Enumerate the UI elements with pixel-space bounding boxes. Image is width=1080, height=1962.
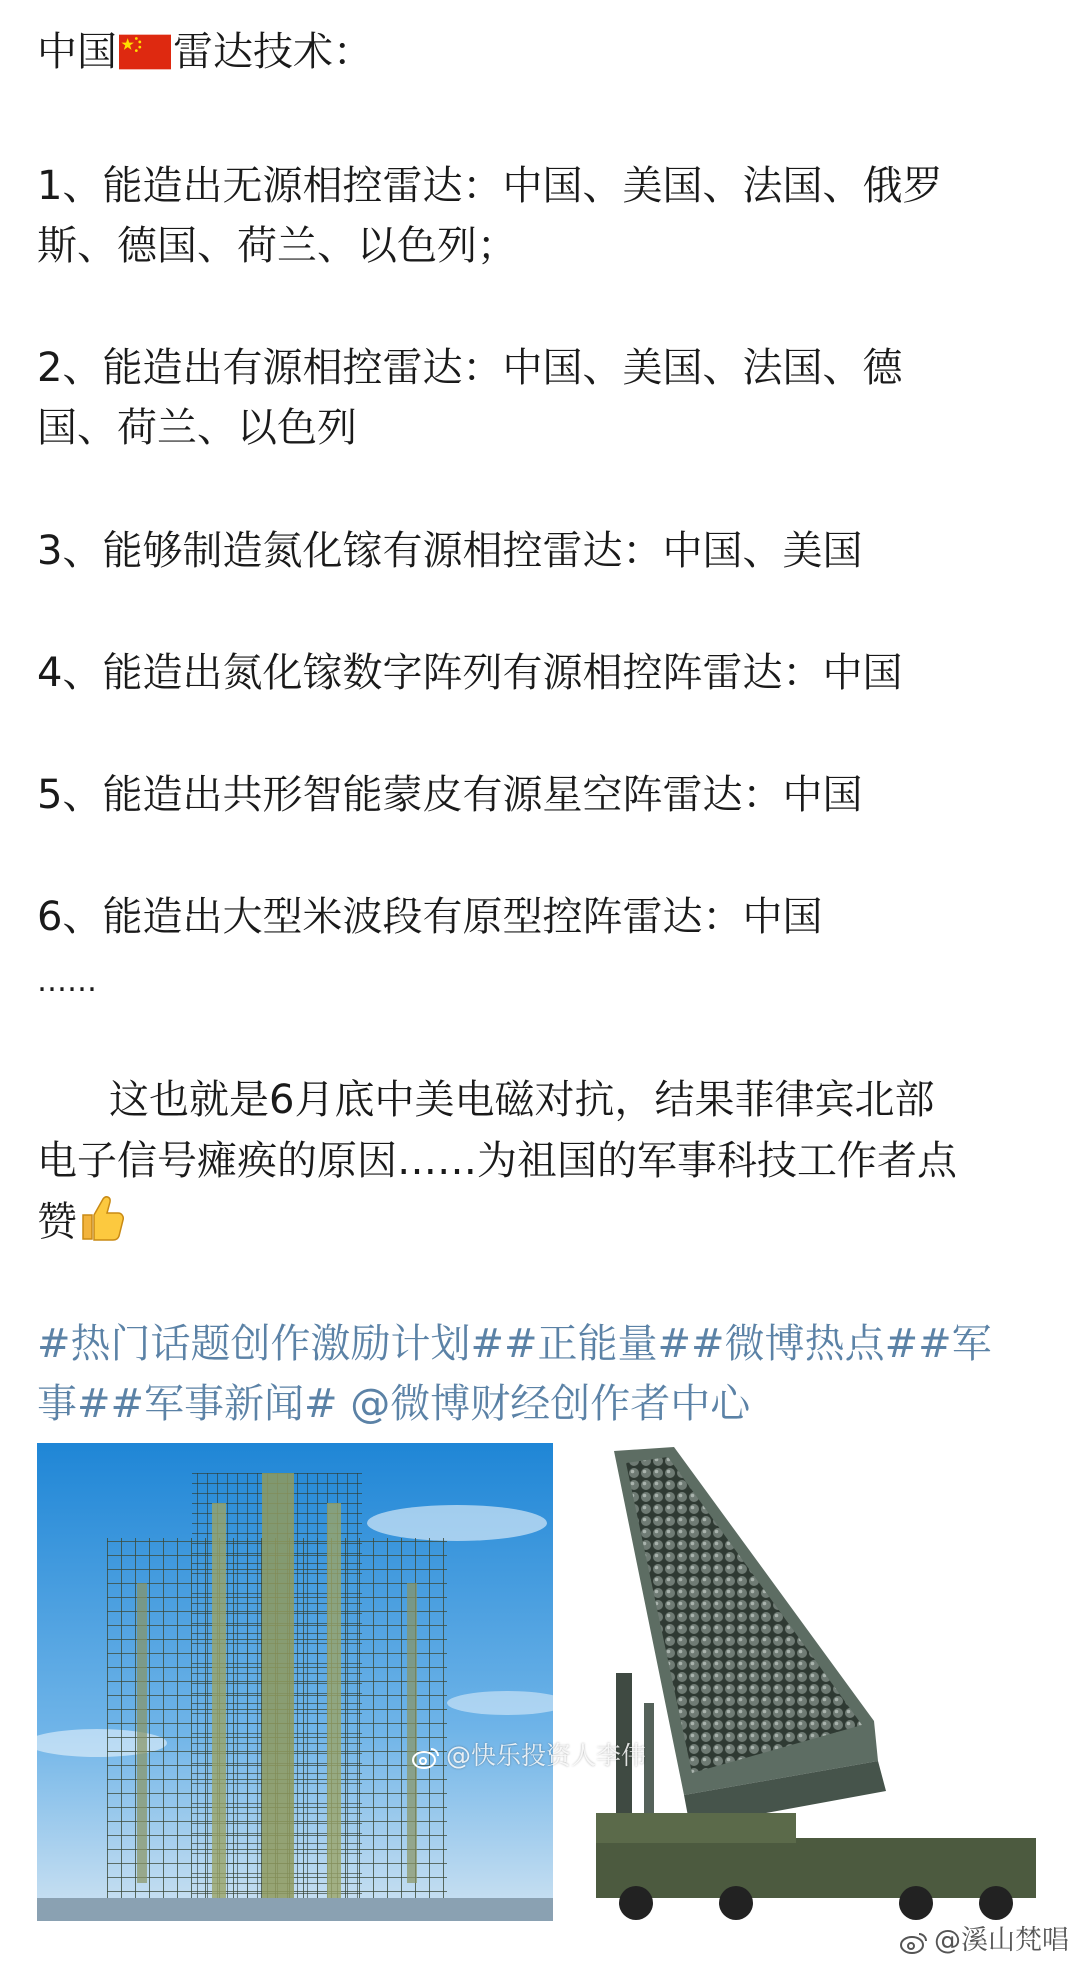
title-text-2: 雷达技术： xyxy=(173,29,373,75)
watermark-corner-text: @溪山梵唱 xyxy=(934,1925,1069,1956)
list-item-2-line2: 国、荷兰、以色列 xyxy=(37,405,357,451)
weibo-logo-icon xyxy=(412,1746,440,1776)
radar-tower-image[interactable] xyxy=(37,1443,553,1921)
image-watermark xyxy=(412,1736,646,1776)
hashtag-line1[interactable]: #热门话题创作激励计划##正能量##微博热点##军 xyxy=(37,1321,992,1367)
paragraph-line2: 电子信号瘫痪的原因……为祖国的军事科技工作者点 xyxy=(37,1138,957,1184)
thumbs-up-icon xyxy=(77,1193,125,1243)
hashtag-line2[interactable]: 事##军事新闻# @微博财经创作者中心 xyxy=(37,1381,751,1427)
watermark-center-text: @快乐投资人李伟 xyxy=(446,1741,647,1770)
list-item-3: 3、能够制造氮化镓有源相控雷达：中国、美国 xyxy=(37,528,863,574)
list-item-6: 6、能造出大型米波段有原型控阵雷达：中国 xyxy=(37,894,823,940)
ellipsis: …… xyxy=(37,964,97,999)
list-item-5: 5、能造出共形智能蒙皮有源星空阵雷达：中国 xyxy=(37,772,863,818)
paragraph-line1: 这也就是6月底中美电磁对抗，结果菲律宾北部 xyxy=(109,1077,935,1123)
hashtag-links xyxy=(37,1314,1037,1434)
corner-watermark xyxy=(900,1918,1069,1962)
china-flag-icon xyxy=(119,28,171,66)
list-item-1-line2: 斯、德国、荷兰、以色列； xyxy=(37,223,517,269)
weibo-logo-icon-corner xyxy=(900,1931,928,1962)
paragraph-line3-text: 赞 xyxy=(37,1199,77,1245)
list-item-4: 4、能造出氮化镓数字阵列有源相控阵雷达：中国 xyxy=(37,650,903,696)
post-title xyxy=(37,22,373,82)
title-text: 中国 xyxy=(37,29,117,75)
paragraph-line3 xyxy=(37,1192,125,1252)
list-item-2-line1: 2、能造出有源相控雷达：中国、美国、法国、德 xyxy=(37,345,903,391)
phased-array-radar-image[interactable] xyxy=(556,1443,1044,1921)
list-item-1-line1: 1、能造出无源相控雷达：中国、美国、法国、俄罗 xyxy=(37,163,943,209)
